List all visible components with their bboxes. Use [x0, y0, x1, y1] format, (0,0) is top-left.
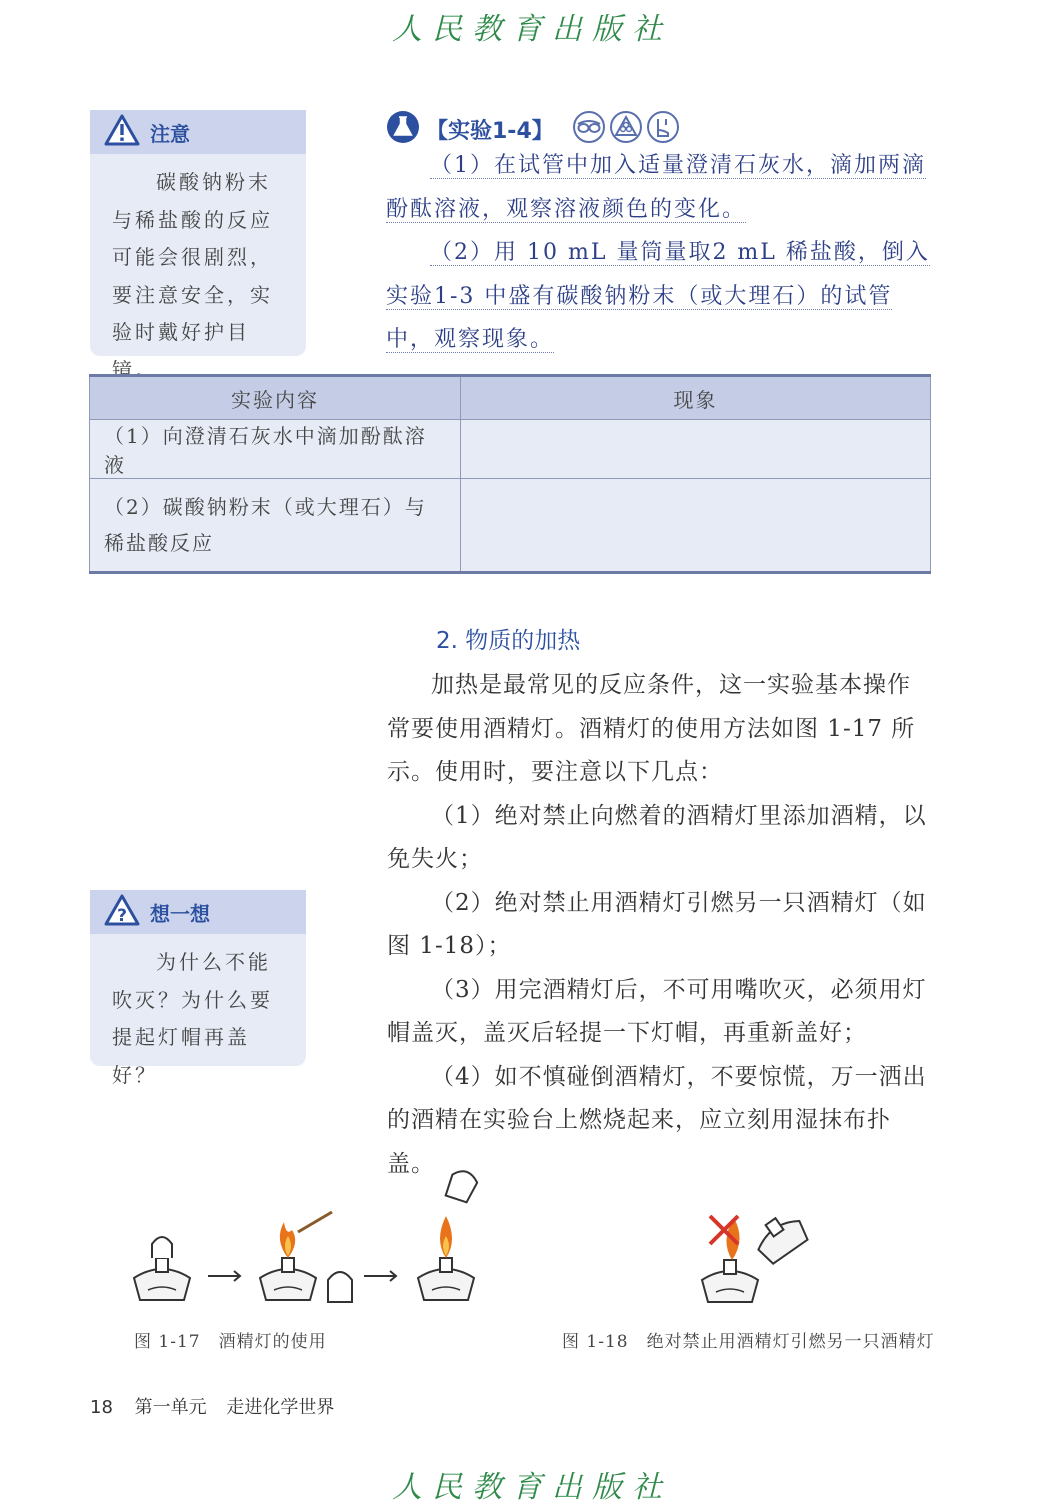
experiment-step-2	[386, 231, 934, 362]
experiment-steps	[386, 144, 934, 362]
experiment-step-1-text: （1）在试管中加入适量澄清石灰水，滴加两滴酚酞溶液，观察溶液颜色的变化。	[386, 153, 926, 222]
experiment-step-1	[386, 144, 934, 231]
note-box-text: 碳酸钠粉末与稀盐酸的反应可能会很剧烈，要注意安全，实验时戴好护目镜。	[112, 170, 273, 382]
fig-1-18-caption: 图 1-18 绝对禁止用酒精灯引燃另一只酒精灯	[562, 1332, 935, 1352]
arrow-icon	[208, 1271, 240, 1281]
section-heading: 2. 物质的加热	[436, 628, 581, 654]
list-item: （2）绝对禁止用酒精灯引燃另一只酒精灯（如图 1-18）；	[387, 889, 927, 959]
table-row	[90, 479, 931, 573]
think-box	[90, 890, 306, 1087]
experiment-header	[386, 111, 946, 147]
table-header-content: 实验内容	[90, 376, 461, 420]
fig-1-17-caption: 图 1-17 酒精灯的使用	[134, 1332, 327, 1352]
hand-wash-icon	[646, 110, 680, 148]
table-header-phenomenon: 现象	[461, 376, 931, 420]
publisher-footer: 人民教育出版社	[392, 1470, 672, 1505]
list-item: （4）如不慎碰倒酒精灯，不要惊慌，万一洒出的酒精在实验台上燃烧起来，应立刻用湿抹布扑盖。	[387, 1063, 927, 1177]
note-box	[90, 110, 306, 382]
fig-1-18-illustration	[690, 1190, 820, 1310]
goggles-icon	[572, 110, 606, 148]
think-box-text: 为什么不能吹灭？为什么要提起灯帽再盖好？	[112, 950, 273, 1087]
table-header-row	[90, 376, 931, 420]
page-number: 18	[90, 1397, 113, 1418]
table-cell-content: （2）碳酸钠粉末（或大理石）与稀盐酸反应	[90, 479, 461, 573]
table-cell-phenomenon	[461, 479, 931, 573]
section-body	[387, 664, 933, 1186]
table-row	[90, 420, 931, 479]
lamp-cap-lifted-icon	[446, 1168, 480, 1204]
question-icon	[104, 894, 140, 930]
section-intro: 加热是最常见的反应条件，这一实验基本操作常要使用酒精灯。酒精灯的使用方法如图 1-17 所示。使用时，要注意以下几点：	[387, 672, 916, 785]
experiment-step-2-text: （2）用 10 mL 量筒量取2 mL 稀盐酸，倒入实验1-3 中盛有碳酸钠粉末（或大理石）的试管中，观察现象。	[386, 240, 930, 352]
unit-number: 第一单元	[134, 1397, 207, 1418]
table-cell-content: （1）向澄清石灰水中滴加酚酞溶液	[90, 420, 461, 479]
svg-text:?: ?	[117, 906, 127, 926]
unit-title: 走进化学世界	[226, 1397, 335, 1418]
lamp-capped-icon	[134, 1237, 190, 1300]
think-box-header	[90, 890, 306, 934]
page-footer	[90, 1393, 334, 1419]
flask-icon	[386, 110, 420, 148]
lamp-lit-icon	[702, 1260, 758, 1302]
think-box-title: 想一想	[150, 901, 210, 926]
lamp-tilted-icon	[749, 1208, 811, 1266]
table-cell-phenomenon	[461, 420, 931, 479]
publisher-header: 人民教育出版社	[392, 12, 672, 47]
list-item: （1）绝对禁止向燃着的酒精灯里添加酒精，以免失火；	[387, 802, 927, 872]
list-item: （3）用完酒精灯后，不可用嘴吹灭，必须用灯帽盖灭，盖灭后轻提一下灯帽，再重新盖好；	[387, 976, 927, 1046]
fig-1-17-illustration	[120, 1160, 500, 1320]
experiment-table	[89, 374, 931, 574]
lamp-lighting-icon	[260, 1212, 332, 1300]
hazard-icon	[609, 110, 643, 148]
lamp-cap-icon	[328, 1272, 352, 1302]
lamp-lit-icon	[418, 1216, 474, 1300]
warning-icon	[104, 114, 140, 150]
arrow-icon	[364, 1271, 396, 1281]
note-box-title: 注意	[150, 121, 190, 146]
note-box-header	[90, 110, 306, 154]
experiment-label: 【实验1-4】	[426, 118, 554, 144]
